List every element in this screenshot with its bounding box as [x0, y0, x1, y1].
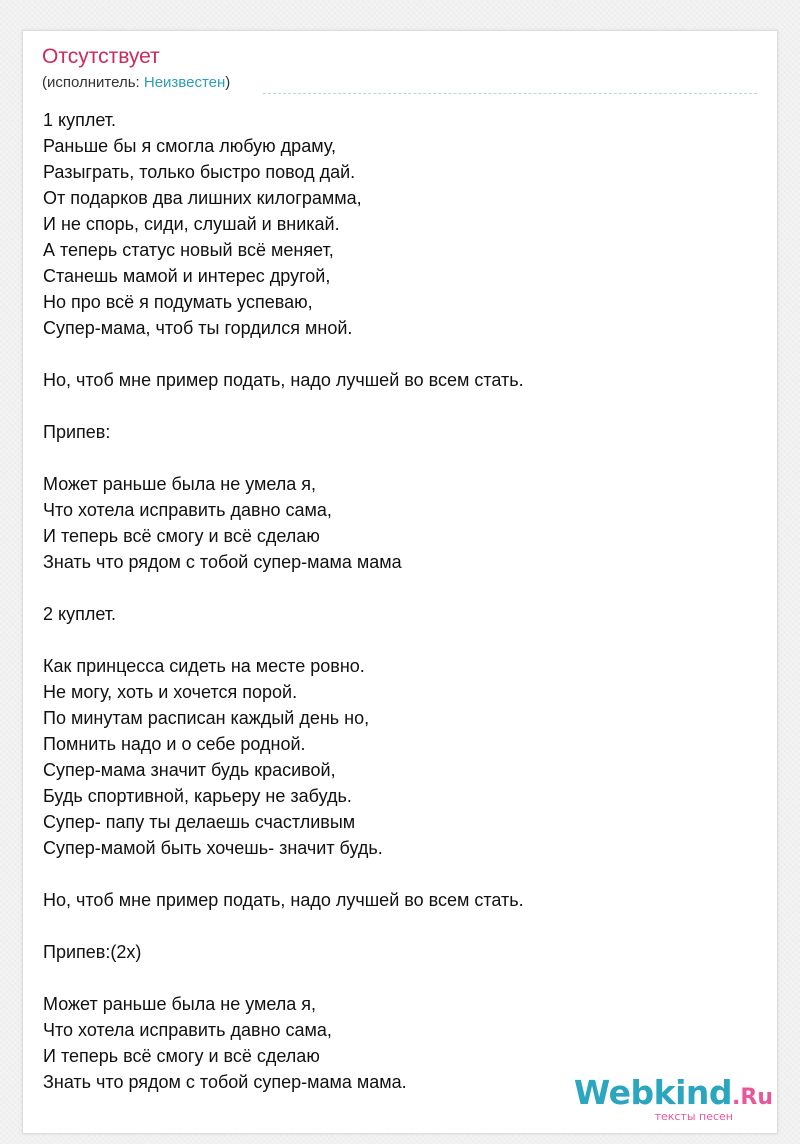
artist-suffix: ): [225, 74, 231, 91]
artist-prefix: (исполнитель:: [42, 74, 144, 91]
logo-subtitle: тексты песен: [654, 1110, 733, 1123]
header-divider: [263, 93, 757, 94]
artist-link[interactable]: Неизвестен: [143, 74, 226, 91]
logo-main-text: Webkind: [573, 1073, 733, 1112]
lyrics-text: 1 куплет. Раньше бы я смогла любую драму, Разыграть, только быстро повод дай. От подарков два лишних килограмма, И не спорь, сиди, слушай и вникай. А теперь статус новый всё меняет, Станешь мамой и интерес другой, Но про всё я подумать успеваю, Супер-мама, чтоб ты гордился мной. Но, чтоб мне пример подать, надо лучшей во всем стать. Припев: Может раньше была не умела я, Что хотела исправить давно сама, И теперь всё смогу и всё сделаю Знать что рядом с тобой супер-мама мама 2 куплет. Как принцесса сидеть на месте ровно. Не могу, хоть и хочется порой. По минутам расписан каждый день но, Помнить надо и о себе родной. Супер-мама значит будь красивой, Будь спортивной, карьеру не забудь. Супер- папу ты делаешь счастливым Супер-мамой быть хочешь- значит будь. Но, чтоб мне пример подать, надо лучшей во всем стать. Припев:(2х) Может раньше была не умела я, Что хотела исправить давно сама, И теперь всё смогу и всё сделаю Знать что рядом с тобой супер-мама мама.: [43, 110, 524, 1092]
lyrics-card: [22, 30, 778, 1134]
artist-line: [42, 73, 230, 93]
logo-ru-text: .Ru: [732, 1085, 773, 1110]
webkind-logo[interactable]: [573, 1075, 773, 1125]
song-title: Отсутствует: [42, 45, 160, 68]
